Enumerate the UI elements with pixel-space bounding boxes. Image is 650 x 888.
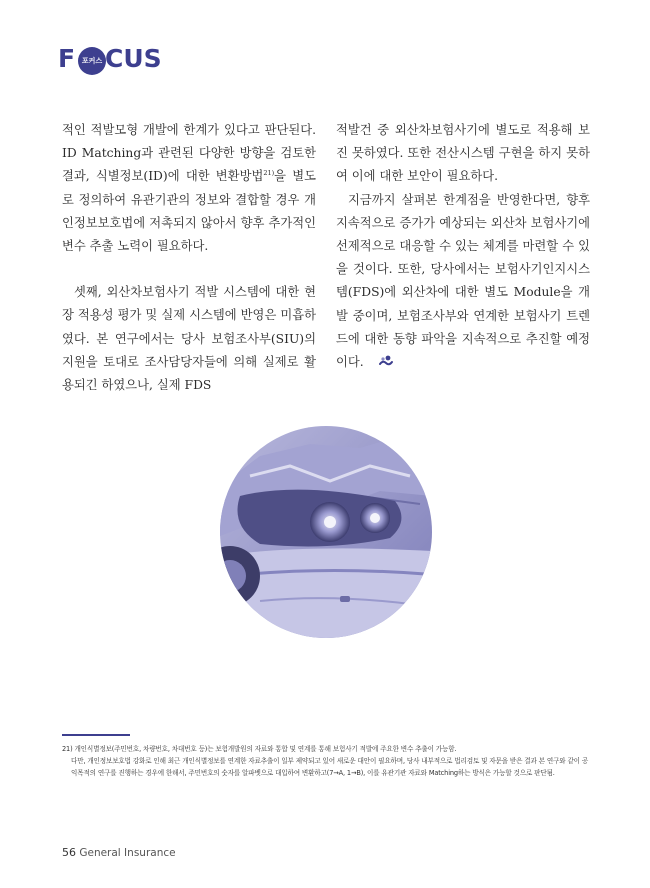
footnote-line-1: 21) 개인식별정보(주민번호, 차량번호, 차대번호 등)는 보험개발원의 자료와 통합 및 연계를 통해 보험사기 적발에 주요한 변수 추출이 가능함.: [62, 745, 457, 753]
car-headlight-photo: [220, 426, 432, 638]
right-paragraph-2-text: 지금까지 살펴본 한계점을 반영한다면, 향후 지속적으로 증가가 예상되는 외산차 보험사기에 선제적으로 대응할 수 있는 체계를 마련할 수 있을 것이다. 또한, 당사에서는 보험사기인지시스템(FDS)에 외산차에 대한 별도 Module을 개발 중이며, 보험조사부와 연계한 보험사기 트렌드에 대한 동향 파악을 지속적으로 추진할 예정이다.: [336, 192, 590, 370]
left-column: [62, 119, 316, 397]
page-footer: [62, 846, 176, 859]
right-paragraph-2: [336, 189, 590, 375]
footnote-line-2: 다만, 개인정보보호법 강화로 인해 최근 개인식별정보를 연계한 자료추출이 일부 제약되고 있어 새로운 대안이 필요하며, 당사 내부적으로 법리검토 및 자문을 받은 결과 본 연구와 같이 공익목적의 연구를 진행하는 경우에 한해서, 주민번호의 숫자를 알파벳으로 대입하여 변환하고(7→A, 1→B), 이를 유관기관 자료와 Matching하는 방식은 가능할 것으로 판단됨.: [71, 757, 589, 778]
logo-letters-cus: CUS: [105, 44, 162, 73]
publication-name: General Insurance: [79, 847, 176, 859]
left-paragraph-1: [62, 119, 316, 258]
footnote-reference: 21): [263, 169, 275, 178]
left-paragraph-1-tail: 을 별도로 정의하여 유관기관의 정보와 결합할 경우 개인정보보호법에 저촉되지 않아서 향후 추가적인 변수 추출 노력이 필요하다.: [62, 169, 317, 254]
left-paragraph-1-text: 적인 적발모형 개발에 한계가 있다고 판단된다. ID Matching과 관련된 다양한 방향을 검토한 결과, 식별정보(ID)에 대한 변환방법: [62, 123, 316, 184]
right-paragraph-1: 적발건 중 외산차보험사기에 별도로 적용해 보진 못하였다. 또한 전산시스템 구현을 하지 못하여 이에 대한 보안이 필요하다.: [336, 123, 590, 184]
left-paragraph-2: 셋째, 외산차보험사기 적발 시스템에 대한 현장 적용성 평가 및 실제 시스템에 반영은 미흡하였다. 본 연구에서는 당사 보험조사부(SIU)의 지원을 토대로 조사담당자들에 의해 실제로 활용되긴 하였으나, 실제 FDS: [62, 285, 316, 393]
footnote-rule: [62, 734, 130, 736]
right-column: [336, 119, 590, 374]
logo-letter-f: F: [58, 44, 76, 73]
footnote: [62, 743, 590, 780]
focus-logo: [58, 40, 162, 74]
person-icon: [367, 352, 381, 364]
page-number: 56: [62, 846, 76, 859]
logo-badge: 포커스: [78, 47, 106, 75]
